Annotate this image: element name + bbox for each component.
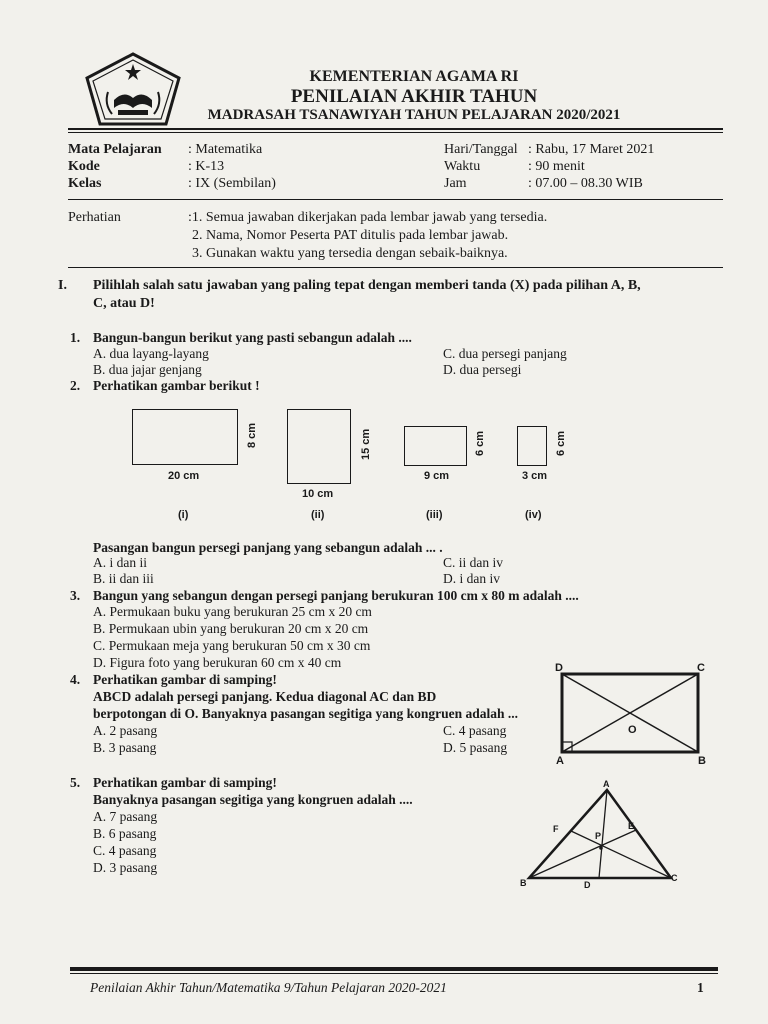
rectangle-i-tag: (i)	[178, 509, 189, 521]
rectangle-iv	[517, 426, 547, 466]
rectangle-iii-height: 6 cm	[474, 430, 486, 456]
q4-vertex-b: B	[698, 755, 706, 767]
q5-foot-f: F	[553, 824, 559, 834]
q5-option-c[interactable]: C. 4 pasang	[93, 843, 157, 858]
rectangle-i-width: 20 cm	[168, 470, 200, 482]
header-divider-thick	[68, 128, 723, 130]
q4-vertex-d: D	[555, 662, 563, 674]
rectangle-iii	[404, 426, 467, 466]
q2-question: Pasangan bangun persegi panjang yang sebangun adalah ... .	[93, 540, 443, 555]
q1-option-b[interactable]: B. dua jajar genjang	[93, 362, 202, 377]
rectangle-iv-height: 6 cm	[555, 430, 567, 456]
q1-option-d[interactable]: D. dua persegi	[443, 362, 522, 377]
q3-option-c[interactable]: C. Permukaan meja yang berukuran 50 cm x 30 cm	[93, 638, 371, 653]
q2-option-c[interactable]: C. ii dan iv	[443, 555, 503, 570]
q1-option-c[interactable]: C. dua persegi panjang	[443, 346, 567, 361]
q5-option-d[interactable]: D. 3 pasang	[93, 860, 158, 875]
q4-center-o: O	[628, 724, 637, 736]
rectangle-i-height: 8 cm	[246, 422, 258, 448]
rectangle-ii-tag: (ii)	[311, 509, 325, 521]
rectangle-ii-height: 15 cm	[360, 428, 372, 460]
q2-option-a[interactable]: A. i dan ii	[93, 555, 147, 570]
rectangle-iv-tag: (iv)	[525, 509, 542, 521]
q5-orthocenter-p: P	[595, 831, 602, 841]
q5-option-a[interactable]: A. 7 pasang	[93, 809, 158, 824]
class-label: Kelas	[68, 176, 102, 191]
section-instruction-cont: C, atau D!	[93, 296, 155, 311]
time-value: : 90 menit	[528, 159, 585, 174]
q5-text-line2: Banyaknya pasangan segitiga yang kongruen adalah ....	[93, 792, 413, 807]
subject-value: : Matematika	[188, 142, 263, 157]
q1-number: 1.	[70, 330, 81, 345]
q4-option-a[interactable]: A. 2 pasang	[93, 723, 158, 738]
q3-number: 3.	[70, 588, 81, 603]
rectangle-ii-width: 10 cm	[302, 488, 334, 500]
class-value: : IX (Sembilan)	[188, 176, 276, 191]
footer-divider-thick	[70, 967, 718, 971]
q1-text: Bangun-bangun berikut yang pasti sebangun adalah ....	[93, 330, 412, 345]
q4-number: 4.	[70, 672, 81, 687]
q5-option-b[interactable]: B. 6 pasang	[93, 826, 157, 841]
q5-foot-e: E	[628, 821, 635, 831]
rectangle-iv-width: 3 cm	[522, 470, 548, 482]
school-year-title: MADRASAH TSANAWIYAH TAHUN PELAJARAN 2020/2021	[207, 107, 621, 123]
q3-option-d[interactable]: D. Figura foto yang berukuran 60 cm x 40 cm	[93, 655, 342, 670]
q2-option-d[interactable]: D. i dan iv	[443, 571, 500, 586]
rectangle-iii-width: 9 cm	[424, 470, 450, 482]
notice-divider	[68, 267, 723, 268]
q4-option-c[interactable]: C. 4 pasang	[443, 723, 507, 738]
q4-text-line3: berpotongan di O. Banyaknya pasangan segitiga yang kongruen adalah ...	[93, 706, 518, 721]
q4-option-d[interactable]: D. 5 pasang	[443, 740, 508, 755]
q3-option-b[interactable]: B. Permukaan ubin yang berukuran 20 cm x 20 cm	[93, 621, 369, 636]
footer-divider-thin	[70, 973, 718, 974]
subject-label: Mata Pelajaran	[68, 142, 162, 157]
q5-text: Perhatikan gambar di samping!	[93, 775, 277, 790]
rectangle-ii	[287, 409, 351, 484]
hour-label: Jam	[444, 176, 467, 191]
time-label: Waktu	[444, 159, 481, 174]
notice-item: 2. Nama, Nomor Peserta PAT ditulis pada lembar jawab.	[192, 228, 509, 243]
q4-text: Perhatikan gambar di samping!	[93, 672, 277, 687]
date-label: Hari/Tanggal	[444, 142, 518, 157]
q5-vertex-a: A	[603, 779, 610, 789]
q4-vertex-a: A	[556, 755, 564, 767]
q4-option-b[interactable]: B. 3 pasang	[93, 740, 157, 755]
rectangle-iii-tag: (iii)	[426, 509, 443, 521]
q5-vertex-c: C	[671, 873, 678, 883]
info-divider	[68, 199, 723, 200]
notice-label: Perhatian	[68, 210, 121, 225]
notice-item: :1. Semua jawaban dikerjakan pada lembar jawab yang tersedia.	[188, 210, 548, 225]
q3-text: Bangun yang sebangun dengan persegi panjang berukuran 100 cm x 80 m adalah ....	[93, 588, 579, 603]
q5-vertex-b: B	[520, 878, 527, 888]
ministry-title: KEMENTERIAN AGAMA RI	[309, 68, 519, 85]
exam-title: PENILAIAN AKHIR TAHUN	[290, 86, 538, 107]
q4-rectangle-figure	[548, 660, 718, 770]
q2-text: Perhatikan gambar berikut !	[93, 378, 260, 393]
q5-foot-d: D	[584, 880, 591, 890]
q4-vertex-c: C	[697, 662, 705, 674]
page-number: 1	[697, 980, 704, 995]
rectangle-i	[132, 409, 238, 465]
q3-option-a[interactable]: A. Permukaan buku yang berukuran 25 cm x 20 cm	[93, 604, 372, 619]
q2-option-b[interactable]: B. ii dan iii	[93, 571, 154, 586]
notice-item: 3. Gunakan waktu yang tersedia dengan sebaik-baiknya.	[192, 246, 508, 261]
date-value: : Rabu, 17 Maret 2021	[528, 142, 655, 157]
section-instruction: Pilihlah salah satu jawaban yang paling tepat dengan memberi tanda (X) pada pilihan A, B,	[93, 278, 641, 293]
q5-number: 5.	[70, 775, 81, 790]
code-label: Kode	[68, 159, 100, 174]
section-number: I.	[58, 278, 67, 293]
footer-text: Penilaian Akhir Tahun/Matematika 9/Tahun Pelajaran 2020-2021	[90, 980, 447, 995]
q2-number: 2.	[70, 378, 81, 393]
code-value: : K-13	[188, 159, 225, 174]
hour-value: : 07.00 – 08.30 WIB	[528, 176, 643, 191]
q4-text-line2: ABCD adalah persegi panjang. Kedua diagonal AC dan BD	[93, 689, 437, 704]
header-divider-thin	[68, 132, 723, 133]
q1-option-a[interactable]: A. dua layang-layang	[93, 346, 209, 361]
